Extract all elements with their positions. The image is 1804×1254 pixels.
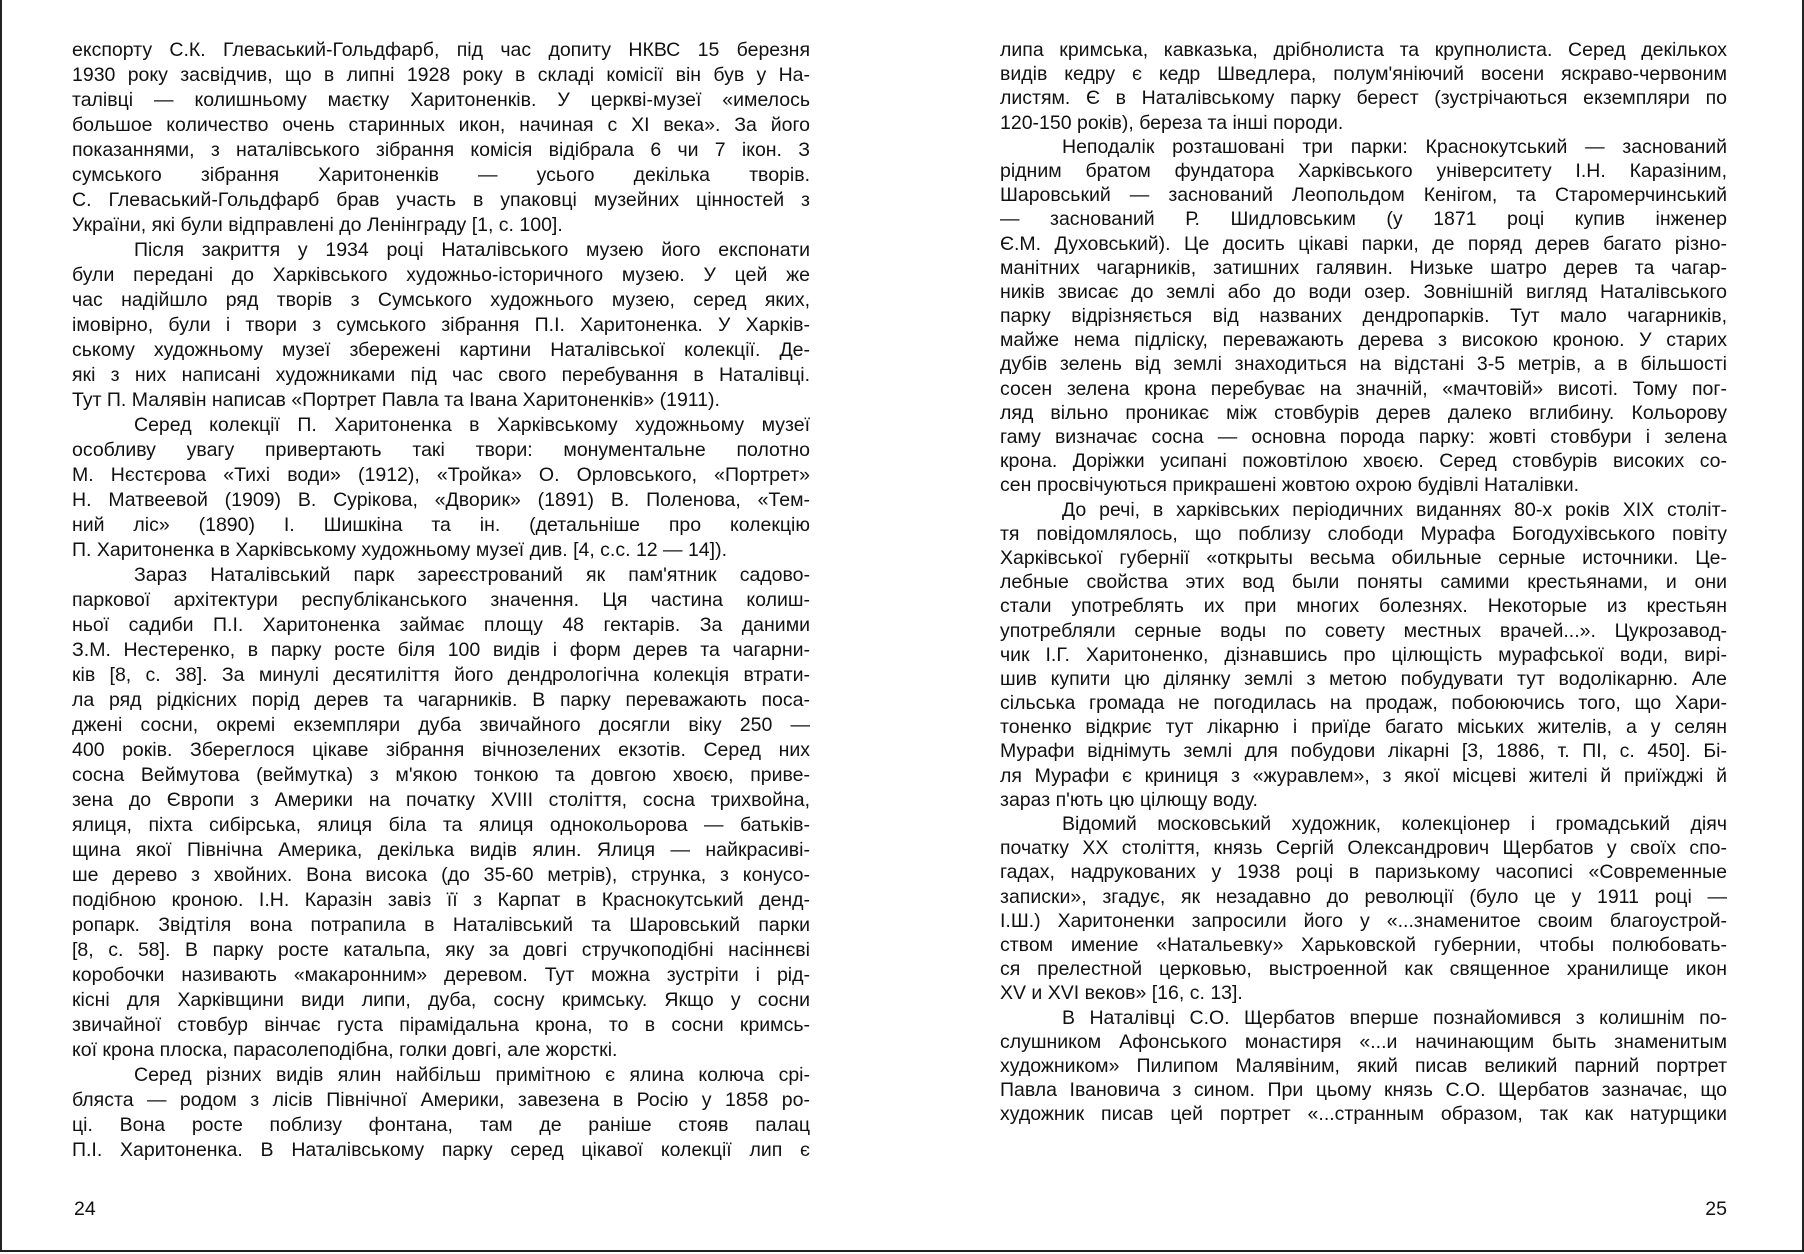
text-line: гаму визначає сосна — основна порода парку: жовті стовбури і зелена: [1000, 426, 1727, 448]
text-line: Серед колекції П. Харитоненка в Харківському художньому музеї: [134, 414, 810, 436]
text-line: 120-150 років), береза та інші породи.: [1000, 111, 1344, 134]
page-left-text: [72, 38, 810, 1163]
text-line: Н. Матвеевой (1909) В. Сурікова, «Дворик» (1891) В. Поленова, «Тем-: [72, 489, 810, 511]
text-line: ством имение «Натальевку» Харьковской губернии, чтобы полюбовать-: [1000, 933, 1727, 956]
paragraph: [1000, 1006, 1727, 1127]
text-line: сумського зібрання Харитоненків — усього декілька творів.: [72, 164, 810, 186]
text-line: ялиця, піхта сибірська, ялиця біла та ялиця однокольорова — батьків-: [72, 814, 810, 836]
paragraph: [72, 413, 810, 563]
text-line: сосна Веймутова (веймутка) з м'якою тонкою та довгою хвоєю, приве-: [72, 764, 810, 786]
text-line: Шаровський — заснований Леопольдом Кенігом, та Старомерчинський: [1000, 184, 1727, 207]
text-line: С. Глеваський-Гольдфарб брав участь в упаковці музейних цінностей з: [72, 189, 810, 211]
text-line: шив купити цю ділянку землі з метою побудувати тут водолікарню. Але: [1000, 667, 1727, 690]
text-line: дубів зелень від землі знаходиться на відстані 3-5 метрів, а в більшості: [1000, 353, 1727, 376]
paragraph: [1000, 812, 1727, 1006]
text-line: Після закриття у 1934 році Наталівського музею його експонати: [134, 239, 810, 261]
text-line: художником» Пилипом Малявіним, який писав великий парний портрет: [1000, 1054, 1727, 1077]
page-right: [1000, 38, 1727, 1126]
text-line: зараз п'ють цю цілющу воду.: [1000, 788, 1258, 811]
text-line: Є.М. Духовський). Це досить цікаві парки, де поряд дерев багато різно-: [1000, 232, 1727, 255]
text-line: употребляли серные воды по совету местных врачей...». Цукрозавод-: [1000, 619, 1727, 642]
text-line: крона. Доріжки усипані пожовтілою хвоєю. Серед стовбурів високих со-: [1000, 450, 1727, 473]
text-line: XV и XVI веков» [16, с. 13].: [1000, 982, 1243, 1005]
text-line: сен просвічуються прикрашені жовтою охрою будівлі Наталівки.: [1000, 474, 1580, 497]
page-right-text: [1000, 38, 1727, 1126]
text-line: 400 років. Збереглося цікаве зібрання вічнозелених екзотів. Серед них: [72, 739, 810, 761]
text-line: большое количество очень старинных икон, начиная с XI века». За його: [72, 114, 810, 136]
text-line: джені сосни, окремі екземпляри дуба звичайного досягли віку 250 —: [72, 714, 810, 736]
text-line: тя повідомлялось, що поблизу слободи Мурафа Богодухівського повіту: [1000, 522, 1727, 545]
paragraph: [1000, 498, 1727, 812]
paragraph: [72, 38, 810, 238]
text-line: записки», згадує, як незадавно до революції (було це у 1911 році —: [1000, 885, 1727, 908]
text-line: Відомий московський художник, колекціонер і громадський діяч: [1062, 813, 1727, 835]
text-line: рідним братом фундатора Харківського університету І.Н. Каразіним,: [1000, 159, 1727, 182]
text-line: зена до Європи з Америки на початку XVIII століття, сосна трихвойна,: [72, 789, 810, 811]
page-number-right: 25: [1705, 1198, 1727, 1220]
text-line: стали употреблять их при многих болезнях. Некоторые из крестьян: [1000, 595, 1727, 618]
text-line: імовірно, були і твори з сумського зібрання П.І. Харитоненка. У Харків-: [72, 314, 810, 336]
text-line: Тут П. Малявін написав «Портрет Павла та Івана Харитоненків» (1911).: [72, 389, 720, 411]
text-line: щина якої Північна Америка, декілька видів ялин. Ялиця — найкрасиві-: [72, 839, 810, 861]
text-line: ся прелестной церковью, выстроенной как священное хранилище икон: [1000, 958, 1727, 981]
paragraph: [72, 563, 810, 1063]
text-line: гадах, надрукованих у 1938 році в паризькому часописі «Современные: [1000, 861, 1727, 884]
text-line: ропарк. Звідтіля вона потрапила в Наталівський та Шаровський парки: [72, 914, 810, 936]
text-line: З.М. Нестеренко, в парку росте біля 100 видів і форм дерев та чагарни-: [72, 639, 810, 661]
text-line: кої крона плоска, парасолеподібна, голки довгі, але жорсткі.: [72, 1039, 618, 1061]
text-line: звичайної стовбур вінчає густа пірамідальна крона, то в сосни кримсь-: [72, 1014, 810, 1036]
text-line: Зараз Наталівський парк зареєстрований як пам'ятник садово-: [134, 564, 810, 586]
text-line: ла ряд рідкісних порід дерев та чагарників. В парку переважають поса-: [72, 689, 810, 711]
paragraph: [1000, 135, 1727, 498]
text-line: 1930 року засвідчив, що в липні 1928 року в складі комісії він був у На-: [72, 64, 810, 86]
page-left: [72, 38, 810, 1163]
paragraph: [72, 1063, 810, 1163]
text-line: [8, с. 58]. В парку росте катальпа, яку за довгі стручкоподібні насіннєві: [72, 939, 810, 961]
text-line: парку відрізняється від названих дендропарків. Тут мало чагарників,: [1000, 305, 1727, 328]
text-line: України, які були відправлені до Ленінграду [1, с. 100].: [72, 214, 563, 236]
text-line: тоненко відкриє тут лікарню і приїде багато міських жителів, а у селян: [1000, 716, 1727, 739]
text-line: Неподалік розташовані три парки: Краснокутський — заснований: [1062, 135, 1727, 158]
text-line: ньої садиби П.І. Харитоненка займає площу 48 гектарів. За даними: [72, 614, 810, 636]
text-line: паркової архітектури республіканського значення. Ця частина колиш-: [72, 589, 810, 611]
text-line: — заснований Р. Шидловським (у 1871 році купив інженер: [1000, 208, 1727, 231]
text-line: І.Ш.) Харитоненки запросили його у «...знаменитое своим благоустрой-: [1000, 909, 1727, 932]
text-line: ляд вільно проникає між стовбурів дерев далеко вглибину. Кольорову: [1000, 401, 1727, 424]
text-line: сільська громада не погодилась на продаж, побоюючись того, що Хари-: [1000, 692, 1727, 715]
text-line: Мурафи віднімуть землі для побудови лікарні [3, 1886, т. ПІ, с. 450]. Бі-: [1000, 740, 1727, 763]
text-line: які з них написані художниками під час свого перебування в Наталівці.: [72, 364, 810, 386]
text-line: видів кедру є кедр Шведлера, полум'яніючий восени яскраво-червоним: [1000, 63, 1727, 86]
text-line: Серед різних видів ялин найбільш примітною є ялина колюча срі-: [134, 1064, 810, 1086]
text-line: ників звисає до землі або до води озер. Зовнішній вигляд Наталівського: [1000, 280, 1727, 303]
text-line: ля Мурафи є криниця з «журавлем», з якої місцеві жителі й приїжджі й: [1000, 764, 1727, 787]
text-line: ше дерево з хвойних. Вона висока (до 35-60 метрів), струнка, з конусо-: [72, 864, 810, 886]
text-line: В Наталівці С.О. Щербатов вперше познайомився з колишнім по-: [1062, 1006, 1727, 1029]
text-line: лебные свойства этих вод были поняты самими крестьянами, и они: [1000, 571, 1727, 594]
text-line: подібною кроною. І.Н. Каразін завіз її з Карпат в Краснокутський денд-: [72, 889, 810, 911]
text-line: Харківської губернії «открыты весьма обильные серные источники. Це-: [1000, 546, 1727, 569]
text-line: ці. Вона росте поблизу фонтана, там де раніше стояв палац: [72, 1114, 810, 1136]
text-line: сосен зелена крона перебуває на значній, «мачтовій» висоті. Тому пог-: [1000, 377, 1727, 400]
text-line: ний ліс» (1890) І. Шишкіна та ін. (детальніше про колекцію: [72, 514, 810, 536]
text-line: особливу увагу привертають такі твори: монументальне полотно: [72, 439, 810, 461]
text-line: манітних чагарників, затишних галявин. Низьке шатро дерев та чагар-: [1000, 256, 1727, 279]
text-line: художник писав цей портрет «...странным образом, так как натурщики: [1000, 1103, 1727, 1126]
text-line: Павла Івановича з сином. При цьому князь С.О. Щербатов зазначає, що: [1000, 1079, 1727, 1102]
text-line: П.І. Харитоненка. В Наталівському парку серед цікавої колекції лип є: [72, 1139, 810, 1161]
text-line: час надійшло ряд творів з Сумського художнього музею, серед яких,: [72, 289, 810, 311]
text-line: липа кримська, кавказька, дрібнолиста та крупнолиста. Серед декількох: [1000, 39, 1727, 61]
text-line: бляста — родом з лісів Північної Америки, завезена в Росію у 1858 ро-: [72, 1089, 810, 1111]
text-line: були передані до Харківського художньо-історичного музею. У цей же: [72, 264, 810, 286]
text-line: експорту С.К. Глеваський-Гольдфарб, під час допиту НКВС 15 березня: [72, 39, 810, 61]
text-line: показаннями, з наталівського зібрання комісія відібрала 6 чи 7 ікон. З: [72, 139, 810, 161]
text-line: талівці — колишньому маєтку Харитоненків. У церкві-музеї «имелось: [72, 89, 810, 111]
text-line: ків [8, с. 38]. За минулі десятиліття його дендрологічна колекція втрати-: [72, 664, 810, 686]
text-line: ському художньому музеї збережені картини Наталівської колекції. Де-: [72, 339, 810, 361]
text-line: кісні для Харківщини види липи, дуба, сосну кримську. Якщо у сосни: [72, 989, 810, 1011]
text-line: коробочки називають «макаронним» деревом. Тут можна зустріти і рід-: [72, 964, 810, 986]
text-line: початку XX століття, князь Сергій Олександрович Щербатов у своїх спо-: [1000, 837, 1727, 860]
text-line: П. Харитоненка в Харківському художньому музеї див. [4, с.с. 12 — 14]).: [72, 539, 727, 561]
text-line: листям. Є в Наталівському парку берест (зустрічаються екземпляри по: [1000, 87, 1727, 110]
page-number-left: 24: [74, 1198, 96, 1220]
paragraph: [1000, 38, 1727, 135]
text-line: чик І.Г. Харитоненко, дізнавшись про цілющість мурафської води, вирі-: [1000, 643, 1727, 666]
text-line: До речі, в харківських періодичних виданнях 80-х років XIX століт-: [1062, 498, 1727, 521]
text-line: майже нема підліску, переважають дерева з високою кроною. У старих: [1000, 329, 1727, 352]
paragraph: [72, 238, 810, 413]
text-line: слушником Афонського монастиря «...и начинающим быть знаменитым: [1000, 1030, 1727, 1053]
text-line: М. Нєстєрова «Тихі води» (1912), «Тройка» О. Орловського, «Портрет»: [72, 464, 810, 486]
